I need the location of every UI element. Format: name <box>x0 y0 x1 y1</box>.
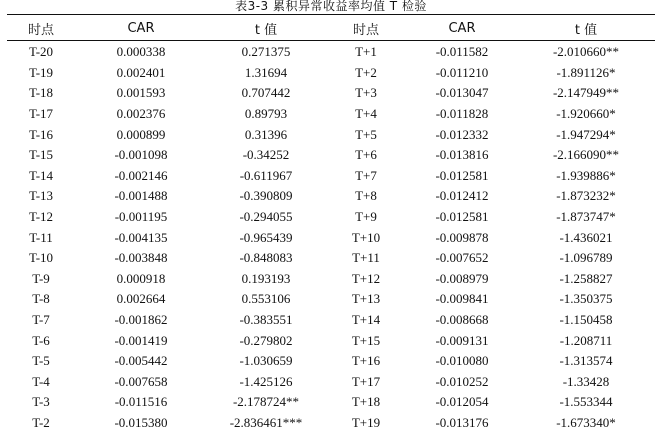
table-row <box>7 104 655 125</box>
cell-t-value-left: 0.271375 <box>241 44 291 60</box>
cell-time-left: T-15 <box>28 147 54 163</box>
cell-time-left: T-4 <box>32 373 50 389</box>
cell-time-left: T-5 <box>32 353 50 369</box>
cell-car-right: -0.013176 <box>435 414 489 430</box>
cell-time-right: T+14 <box>351 312 381 328</box>
cell-t-value-right: -1.258827 <box>559 270 613 286</box>
cell-car-right: -0.012412 <box>435 188 489 204</box>
header-t-right: t 值 <box>574 23 598 38</box>
cell-time-left: T-17 <box>28 106 54 122</box>
table-row <box>7 124 655 145</box>
cell-time-right: T+15 <box>351 332 381 348</box>
cell-time-left: T-20 <box>28 44 54 60</box>
cell-car-left: -0.015380 <box>114 414 168 430</box>
cell-t-value-right: -1.33428 <box>562 373 610 389</box>
table-row <box>7 83 655 104</box>
cell-time-right: T+4 <box>355 106 377 122</box>
table-row <box>7 392 655 413</box>
table-row <box>7 372 655 393</box>
cell-time-left: T-10 <box>28 250 54 266</box>
cell-car-right: -0.012332 <box>435 126 489 142</box>
cell-time-right: T+17 <box>351 373 381 389</box>
cell-time-left: T-18 <box>28 85 54 101</box>
cell-t-value-left: -2.836461*** <box>229 414 303 430</box>
cell-t-value-right: -1.939886* <box>556 167 616 183</box>
header-car-right: CAR <box>448 21 476 36</box>
table-row <box>7 186 655 207</box>
cell-t-value-left: -0.383551 <box>239 312 293 328</box>
cell-car-right: -0.008979 <box>435 270 489 286</box>
cell-time-left: T-13 <box>28 188 54 204</box>
cell-time-right: T+1 <box>355 44 377 60</box>
cell-car-left: 0.002401 <box>116 64 166 80</box>
cell-car-left: -0.001195 <box>114 209 168 225</box>
table-row <box>7 63 655 84</box>
cell-car-left: 0.002664 <box>116 291 166 307</box>
cell-t-value-right: -2.147949** <box>552 85 620 101</box>
table-row <box>7 310 655 331</box>
cell-time-right: T+13 <box>351 291 381 307</box>
cell-time-right: T+12 <box>351 270 381 286</box>
cell-t-value-right: -1.947294* <box>556 126 616 142</box>
cell-t-value-left: -0.279802 <box>239 332 293 348</box>
cell-time-left: T-7 <box>32 312 50 328</box>
cell-car-left: 0.000899 <box>116 126 166 142</box>
cell-t-value-right: -1.873747* <box>556 209 616 225</box>
cell-car-right: -0.013816 <box>435 147 489 163</box>
cell-time-left: T-14 <box>28 167 54 183</box>
cell-car-left: 0.001593 <box>116 85 166 101</box>
cell-time-right: T+10 <box>351 229 381 245</box>
cell-time-right: T+11 <box>352 250 380 266</box>
cell-time-left: T-3 <box>32 394 50 410</box>
cell-car-left: -0.001488 <box>114 188 168 204</box>
cell-car-left: -0.001419 <box>114 332 168 348</box>
cell-t-value-right: -1.096789 <box>559 250 613 266</box>
cell-t-value-left: -2.178724** <box>232 394 300 410</box>
cell-t-value-left: 0.553106 <box>241 291 291 307</box>
cell-t-value-right: -1.150458 <box>559 312 613 328</box>
cell-car-right: -0.011828 <box>435 106 489 122</box>
table-row <box>7 269 655 290</box>
cell-car-right: -0.011582 <box>435 44 489 60</box>
table-caption: 表3-3 累积异常收益率均值 T 检验 <box>235 0 427 13</box>
cell-t-value-left: -0.294055 <box>239 209 293 225</box>
cell-car-right: -0.007652 <box>435 250 489 266</box>
cell-car-left: -0.001862 <box>114 312 168 328</box>
cell-t-value-right: -2.010660** <box>552 44 620 60</box>
cell-t-value-right: -2.166090** <box>552 147 620 163</box>
cell-car-right: -0.013047 <box>435 85 489 101</box>
header-row <box>7 17 655 40</box>
table-row <box>7 227 655 248</box>
cell-car-right: -0.009131 <box>435 332 489 348</box>
cell-t-value-right: -1.920660* <box>556 106 616 122</box>
top-rule <box>7 14 655 15</box>
cell-time-right: T+18 <box>351 394 381 410</box>
cell-car-right: -0.009841 <box>435 291 489 307</box>
cell-t-value-left: -0.390809 <box>239 188 293 204</box>
cell-car-right: -0.010080 <box>435 353 489 369</box>
cell-time-right: T+6 <box>355 147 377 163</box>
cell-t-value-left: -1.030659 <box>239 353 293 369</box>
cell-car-left: -0.001098 <box>114 147 168 163</box>
table-row <box>7 413 655 434</box>
cell-time-left: T-12 <box>28 209 54 225</box>
cell-time-left: T-11 <box>29 229 53 245</box>
cell-car-left: 0.002376 <box>116 106 166 122</box>
cell-car-left: 0.000338 <box>116 44 166 60</box>
cell-car-right: -0.010252 <box>435 373 489 389</box>
cell-time-right: T+2 <box>355 64 377 80</box>
table-row <box>7 145 655 166</box>
table-row <box>7 166 655 187</box>
cell-time-left: T-9 <box>32 270 50 286</box>
cell-t-value-left: 0.31396 <box>244 126 288 142</box>
car-t-test-table <box>7 17 655 433</box>
cell-time-right: T+3 <box>355 85 377 101</box>
table-row <box>7 351 655 372</box>
cell-car-right: -0.012581 <box>435 209 489 225</box>
cell-car-left: -0.005442 <box>114 353 168 369</box>
header-time-left: 时点 <box>27 23 54 38</box>
cell-t-value-right: -1.891126* <box>556 64 616 80</box>
table-row <box>7 42 655 63</box>
table-row <box>7 330 655 351</box>
table-row <box>7 207 655 228</box>
cell-t-value-right: -1.873232* <box>556 188 616 204</box>
cell-t-value-right: -1.673340* <box>556 414 616 430</box>
header-car-left: CAR <box>127 21 155 36</box>
cell-car-left: -0.002146 <box>114 167 168 183</box>
cell-time-left: T-16 <box>28 126 54 142</box>
cell-t-value-left: 1.31694 <box>244 64 288 80</box>
cell-car-right: -0.012581 <box>435 167 489 183</box>
cell-car-left: -0.003848 <box>114 250 168 266</box>
cell-t-value-right: -1.350375 <box>559 291 613 307</box>
cell-t-value-right: -1.313574 <box>559 353 613 369</box>
cell-time-left: T-6 <box>32 332 50 348</box>
header-t-left: t 值 <box>254 23 278 38</box>
cell-car-right: -0.008668 <box>435 312 489 328</box>
cell-time-left: T-8 <box>32 291 50 307</box>
cell-t-value-left: -1.425126 <box>239 373 293 389</box>
cell-t-value-left: 0.707442 <box>241 85 291 101</box>
cell-car-left: -0.007658 <box>114 373 168 389</box>
cell-car-left: -0.011516 <box>114 394 168 410</box>
cell-time-left: T-19 <box>28 64 54 80</box>
cell-time-right: T+19 <box>351 414 381 430</box>
cell-car-left: 0.000918 <box>116 270 166 286</box>
cell-car-right: -0.009878 <box>435 229 489 245</box>
cell-car-left: -0.004135 <box>114 229 168 245</box>
cell-t-value-left: -0.611967 <box>239 167 293 183</box>
cell-t-value-right: -1.436021 <box>559 229 613 245</box>
cell-time-right: T+9 <box>355 209 377 225</box>
cell-time-right: T+16 <box>351 353 381 369</box>
table-body <box>7 42 655 433</box>
cell-car-right: -0.011210 <box>435 64 489 80</box>
cell-t-value-right: -1.208711 <box>559 332 613 348</box>
cell-time-right: T+5 <box>355 126 377 142</box>
table-row <box>7 289 655 310</box>
cell-t-value-left: -0.965439 <box>239 229 293 245</box>
cell-car-right: -0.012054 <box>435 394 489 410</box>
cell-t-value-left: 0.193193 <box>241 270 291 286</box>
cell-t-value-left: -0.34252 <box>242 147 290 163</box>
cell-t-value-right: -1.553344 <box>559 394 613 410</box>
cell-t-value-left: -0.848083 <box>239 250 293 266</box>
header-time-right: 时点 <box>352 23 379 38</box>
table-row <box>7 248 655 269</box>
cell-time-right: T+8 <box>355 188 377 204</box>
cell-t-value-left: 0.89793 <box>244 106 288 122</box>
cell-time-right: T+7 <box>355 167 377 183</box>
cell-time-left: T-2 <box>32 414 50 430</box>
